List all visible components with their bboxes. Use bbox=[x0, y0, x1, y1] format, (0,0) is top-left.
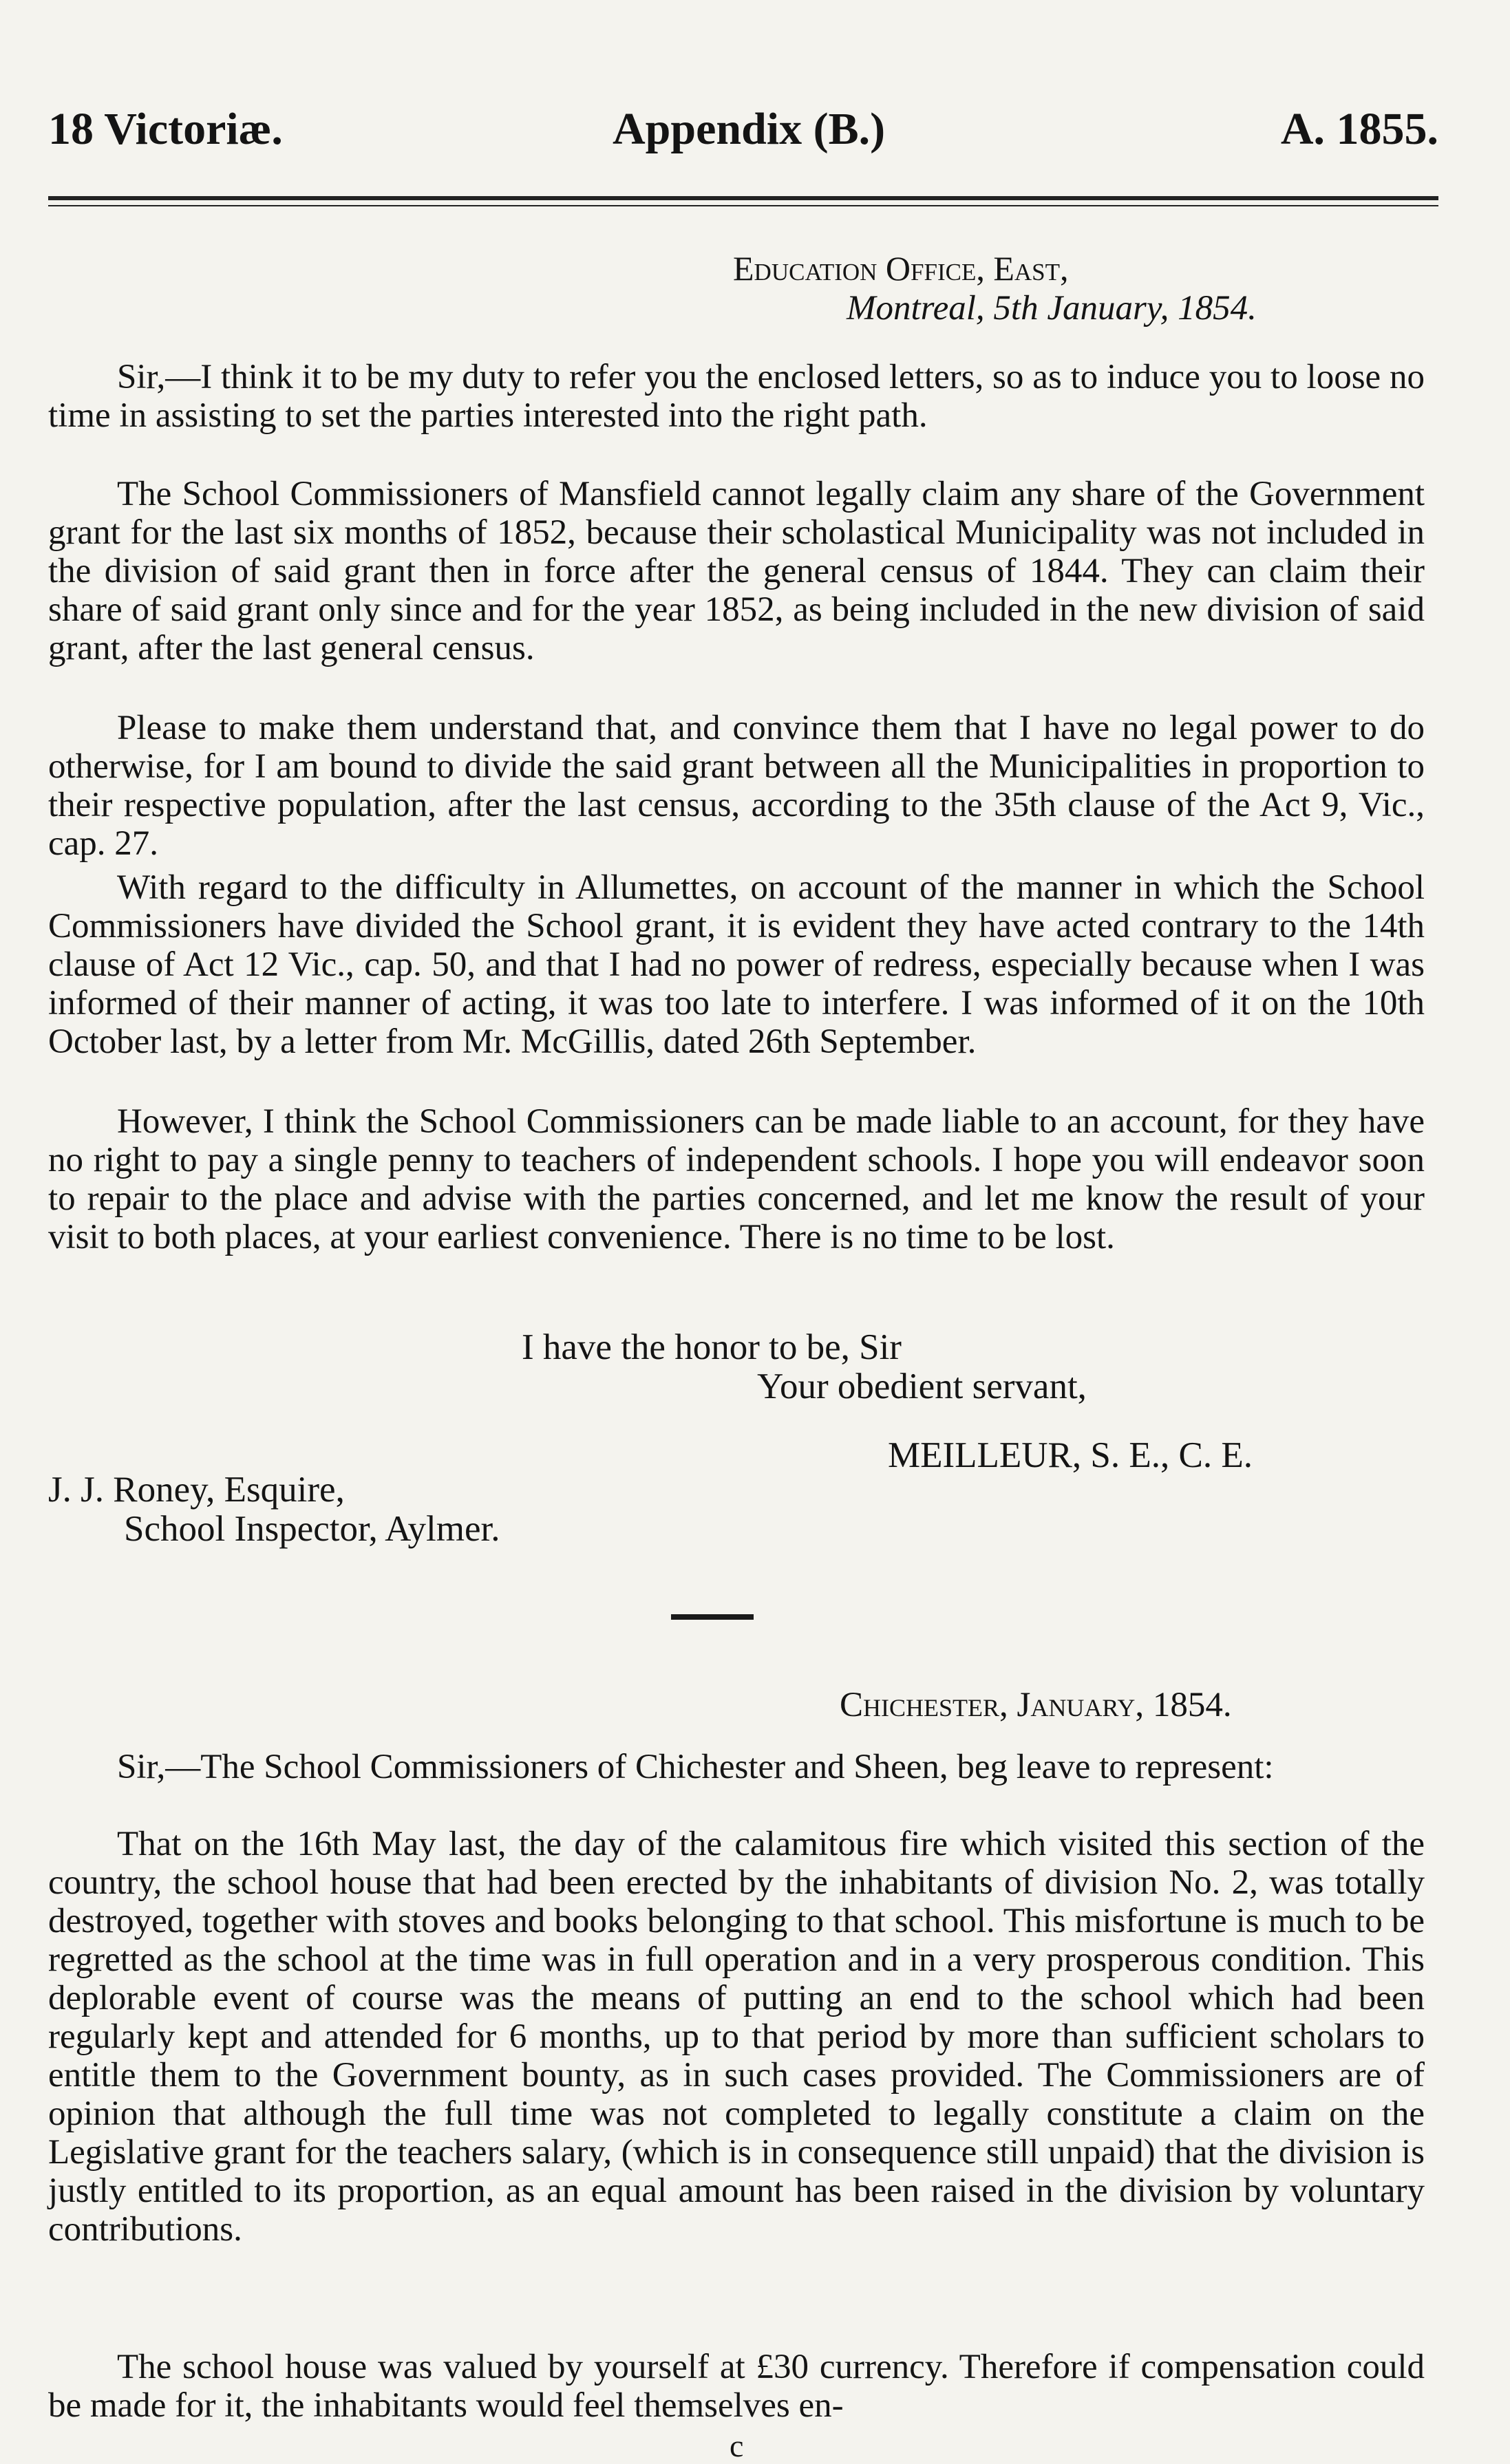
letter1-paragraph: The School Commissioners of Mansfield cannot legally claim any share of the Government grant for the last six months of 1852, because their scholastical Municipality was not included in the division of said grant then in force after the general census of 1844. They can claim their share of said grant only since and for the year 1852, as being included in the new division of said grant, after the last general census. bbox=[48, 475, 1425, 667]
letter2-paragraph: Sir,—The School Commissioners of Chichester and Sheen, beg leave to represent: bbox=[117, 1748, 1274, 1786]
letter1-office: Education Office, East, bbox=[733, 249, 1069, 288]
letter2-paragraph: That on the 16th May last, the day of the calamitous fire which visited this section of the country, the school house that had been erected by the inhabitants of division No. 2, was totally destroyed, together with stoves and books belonging to that school. This misfortune is much to be regretted as the school at the time was in full operation and in a very prosperous condition. This deplorable event of course was the means of putting an end to the school which had been regularly kept and attended for 6 months, up to that period by more than sufficient scholars to entitle them to the Government bounty, as in such cases provided. The Commissioners are of opinion that although the full time was not completed to legally constitute a claim on the Legislative grant for the teachers salary, (which is in consequence still unpaid) that the division is justly entitled to its proportion, as an equal amount has been raised in the division by voluntary contributions. bbox=[48, 1825, 1425, 2249]
section-separator bbox=[671, 1614, 754, 1620]
running-header bbox=[48, 103, 1438, 179]
letter1-paragraph: However, I think the School Commissioners can be made liable to an account, for they have no right to pay a single penny to teachers of independent schools. I hope you will endeavor soon to repair to the place and advise with the parties concerned, and let me know the result of your visit to both places, at your earliest convenience. There is no time to be lost. bbox=[48, 1102, 1425, 1256]
letter1-place-date: Montreal, 5th January, 1854. bbox=[847, 289, 1257, 328]
letter1-closing: I have the honor to be, Sir bbox=[522, 1327, 902, 1367]
header-year: A. 1855. bbox=[1280, 104, 1438, 154]
header-appendix: Appendix (B.) bbox=[613, 104, 886, 154]
header-session: 18 Victoriæ. bbox=[48, 104, 283, 154]
header-rule-thin bbox=[48, 205, 1438, 206]
letter1-paragraph: Sir,—I think it to be my duty to refer you the enclosed letters, so as to induce you to loose no time in assisting to set the parties interested into the right path. bbox=[48, 358, 1425, 435]
letter1-paragraph: Please to make them understand that, and convince them that I have no legal power to do otherwise, for I am bound to divide the said grant between all the Municipalities in proportion to their respective population, after the last census, according to the 35th clause of the Act 9, Vic., cap. 27. bbox=[48, 709, 1425, 863]
letter1-signature: MEILLEUR, S. E., C. E. bbox=[888, 1435, 1253, 1475]
letter1-paragraph: With regard to the difficulty in Allumettes, on account of the manner in which the School Commissioners have divided the School grant, it is evident they have acted contrary to the 14th clause of Act 12 Vic., cap. 50, and that I had no power of redress, especially because when I was informed of their manner of acting, it was too late to interfere. I was informed of it on the 10th October last, by a letter from Mr. McGillis, dated 26th September. bbox=[48, 868, 1425, 1061]
letter2-place-date: Chichester, January, 1854. bbox=[840, 1686, 1232, 1724]
letter2-paragraph: The school house was valued by yourself at £30 currency. Therefore if compensation could be made for it, the inhabitants would feel themselves en- bbox=[48, 2348, 1425, 2425]
letter1-addressee: School Inspector, Aylmer. bbox=[124, 1509, 500, 1549]
letter1-addressee: J. J. Roney, Esquire, bbox=[48, 1470, 345, 1510]
header-rule-thick bbox=[48, 196, 1438, 200]
letter1-closing: Your obedient servant, bbox=[757, 1367, 1087, 1406]
signature-mark: c bbox=[730, 2428, 744, 2463]
